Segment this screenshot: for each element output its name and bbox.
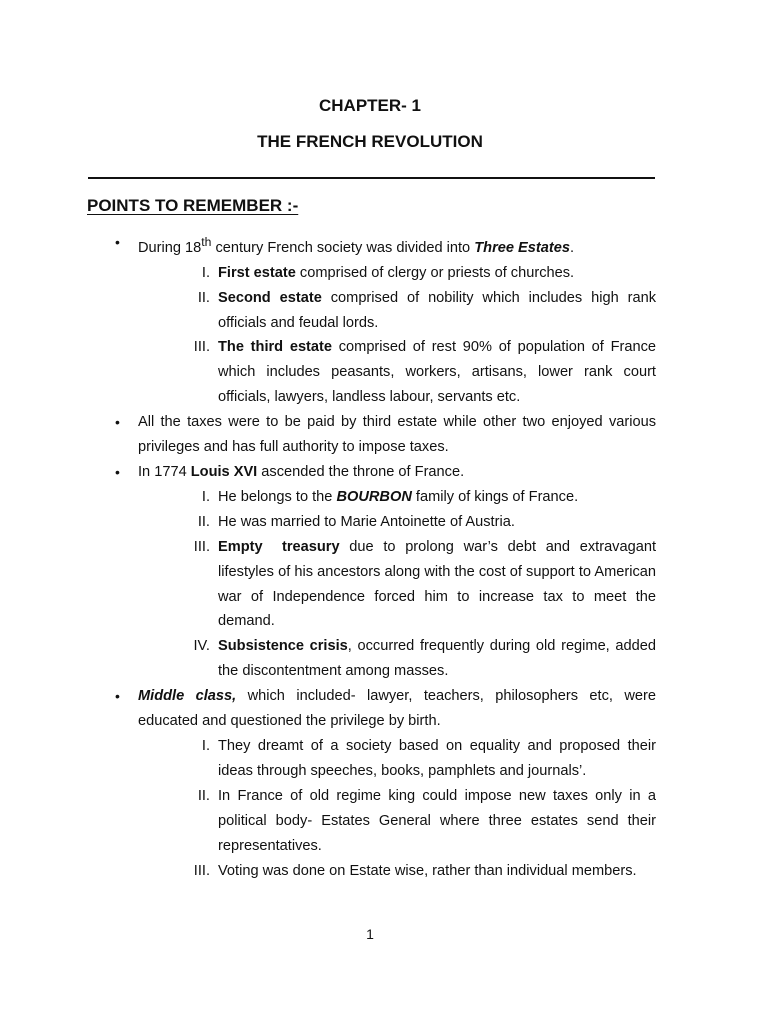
sub-list (138, 485, 656, 684)
sub-list-item: III. Voting was done on Estate wise, rather than individual members. (193, 862, 637, 879)
sub-list (138, 734, 656, 883)
sub-list-item: IV. Subsistence crisis, occurred frequently during old regime, added the discontentment among masses. (193, 638, 656, 680)
sub-list-item: III. The third estate comprised of rest 90% of population of France which includes peasants, workers, artisans, lower rank court officials, lawyers, landless labour, servants etc. (193, 339, 656, 406)
sub-list-item: III. Empty treasury due to prolong war’s debt and extravagant lifestyles of his ancestors along with the cost of support to American war of Independence forced him to increase tax to meet the demand. (193, 538, 656, 630)
sub-list-item: I. First estate comprised of clergy or priests of churches. (201, 264, 575, 281)
chapter-label: CHAPTER- 1 (318, 96, 421, 115)
points-list-container (110, 230, 656, 883)
page-number: 1 (366, 926, 374, 942)
sub-list-item: I. They dreamt of a society based on equality and proposed their ideas through speeches, books, pamphlets and journals’. (201, 737, 656, 779)
points-list (110, 230, 656, 883)
list-item: • All the taxes were to be paid by third estate while other two enjoyed various privileges and has full authority to impose taxes. (110, 410, 656, 460)
title-divider (88, 177, 655, 179)
sub-list-item: II. He was married to Marie Antoinette of Austria. (197, 513, 515, 530)
list-item: • In 1774 Louis XVI ascended the throne of France. I. He belongs to the BOURBON family of kings of France. II. He was married to Marie Antoinette of Austria. III. Empty treasury due to prolong war’s debt and extravagant lifestyles of his ancestors along with the cost of support to American war of Independence forced him to increase tax to meet the demand. IV. Subsistence crisis, occurred frequently during old regime, added the discontentment among masses. (110, 460, 656, 684)
list-item: • During 18th century French society was divided into Three Estates. I. First estate comprised of clergy or priests of churches. II. Second estate comprised of nobility which includes high rank officials and feudal lords. III. The third estate comprised of rest 90% of population of France which includes peasants, workers, artisans, lower rank court officials, lawyers, landless labour, servants etc. (110, 230, 656, 410)
sub-list-item: II. In France of old regime king could impose new taxes only in a political body- Estates General where three estates send their representatives. (197, 787, 656, 854)
sub-list-item: II. Second estate comprised of nobility which includes high rank officials and feudal lords. (197, 289, 657, 331)
sub-list (138, 261, 656, 410)
list-item: • Middle class, which included- lawyer, teachers, philosophers etc, were educated and questioned the privilege by birth. I. They dreamt of a society based on equality and proposed their ideas through speeches, books, pamphlets and journals’. II. In France of old regime king could impose new taxes only in a political body- Estates General where three estates send their representatives. III. Voting was done on Estate wise, rather than individual members. (110, 684, 656, 883)
sub-list-item: I. He belongs to the BOURBON family of kings of France. (201, 488, 579, 505)
chapter-title: THE FRENCH REVOLUTION (257, 132, 483, 151)
section-heading: POINTS TO REMEMBER :- (87, 196, 299, 215)
